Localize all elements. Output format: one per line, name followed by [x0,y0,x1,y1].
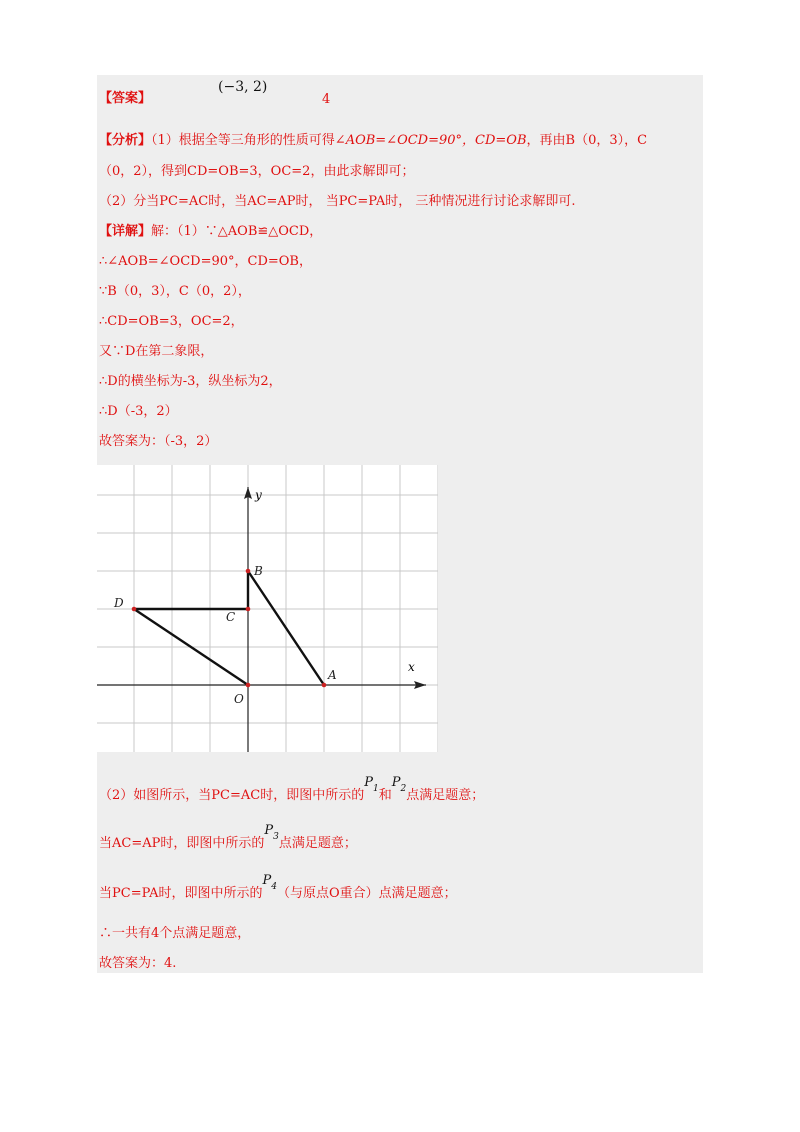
p4-label [262,873,278,892]
part2-line-2 [99,823,357,854]
part2-line-4: ∴一共有4个点满足题意， [99,926,251,941]
point-label-O: O [234,692,244,706]
detail-line-6: ∴D（-3，2） [99,404,178,419]
analysis-line-1 [99,132,647,150]
detail-label: 【详解】 [99,224,152,239]
analysis-line-2: （0，2），得到CD=OB=3，OC=2，由此求解即可； [99,164,415,179]
p2-letter: P [391,775,401,790]
part2-l3-pre: 当PC=PA时，即图中所示的 [99,886,263,901]
analysis-text-1b: ∠AOB=∠OCD=90°，CD=OB [334,133,527,148]
p2-label [391,775,407,794]
point-D [132,607,137,612]
p4-subscript: 4 [271,882,278,892]
part2-l1-pre: （2）如图所示，当PC=AC时，即图中所示的 [99,788,365,803]
analysis-text-1a: （1）根据全等三角形的性质可得 [151,133,335,148]
p3-label [264,823,279,842]
answer-label: 【答案】 [99,91,152,106]
point-B [246,569,251,574]
detail-line-2: ∵B（0，3），C（0，2）， [99,284,251,299]
answer-blank-1: (−3, 2) [218,79,268,95]
analysis-text-1d: B（0，3），C [565,133,648,148]
p2-subscript: 2 [400,784,407,794]
part2-line-3 [99,873,457,904]
analysis-text-1c: ，再由 [526,133,566,148]
point-label-D: D [114,596,124,610]
p1-subscript: 1 [372,784,379,794]
p3-subscript: 3 [273,832,279,842]
detail-line-1: ∴∠AOB=∠OCD=90°，CD=OB， [99,254,312,269]
coordinate-figure [97,465,438,752]
part2-and: 和 [378,788,392,803]
p4-letter: P [262,873,272,888]
detail-line-4: 又∵D在第二象限， [99,344,214,359]
part2-l1-post: 点满足题意； [406,788,485,803]
point-C [246,607,251,612]
answer-line [99,90,151,108]
p3-letter: P [264,823,274,838]
detail-line-3: ∴CD=OB=3，OC=2， [99,314,244,329]
x-axis-label: x [408,660,415,674]
analysis-line-3: （2）分当PC=AC时，当AC=AP时， 当PC=PA时， 三种情况进行讨论求解即可. [99,194,576,209]
detail-line-0 [99,223,322,241]
point-label-B: B [254,564,263,578]
answer-blank-2: 4 [322,92,331,107]
analysis-label: 【分析】 [99,133,152,148]
part2-l2-post: 点满足题意； [278,836,357,851]
point-label-A: A [328,668,337,682]
p1-letter: P [364,775,373,790]
y-axis-label: y [255,488,262,502]
part2-l3-post: （与原点O重合）点满足题意； [277,886,457,901]
detail-intro: 解：（1）∵△AOB≌△OCD， [151,224,323,239]
point-O [246,683,251,688]
detail-line-7: 故答案为：（-3，2） [99,434,218,449]
point-label-C: C [226,610,236,624]
detail-line-5: ∴D的横坐标为-3，纵坐标为2， [99,374,282,389]
p1-label [364,775,379,794]
part2-line-5: 故答案为：4. [99,956,177,971]
part2-line-1 [99,775,485,806]
part2-l2-pre: 当AC=AP时，即图中所示的 [99,836,265,851]
point-A [322,683,327,688]
